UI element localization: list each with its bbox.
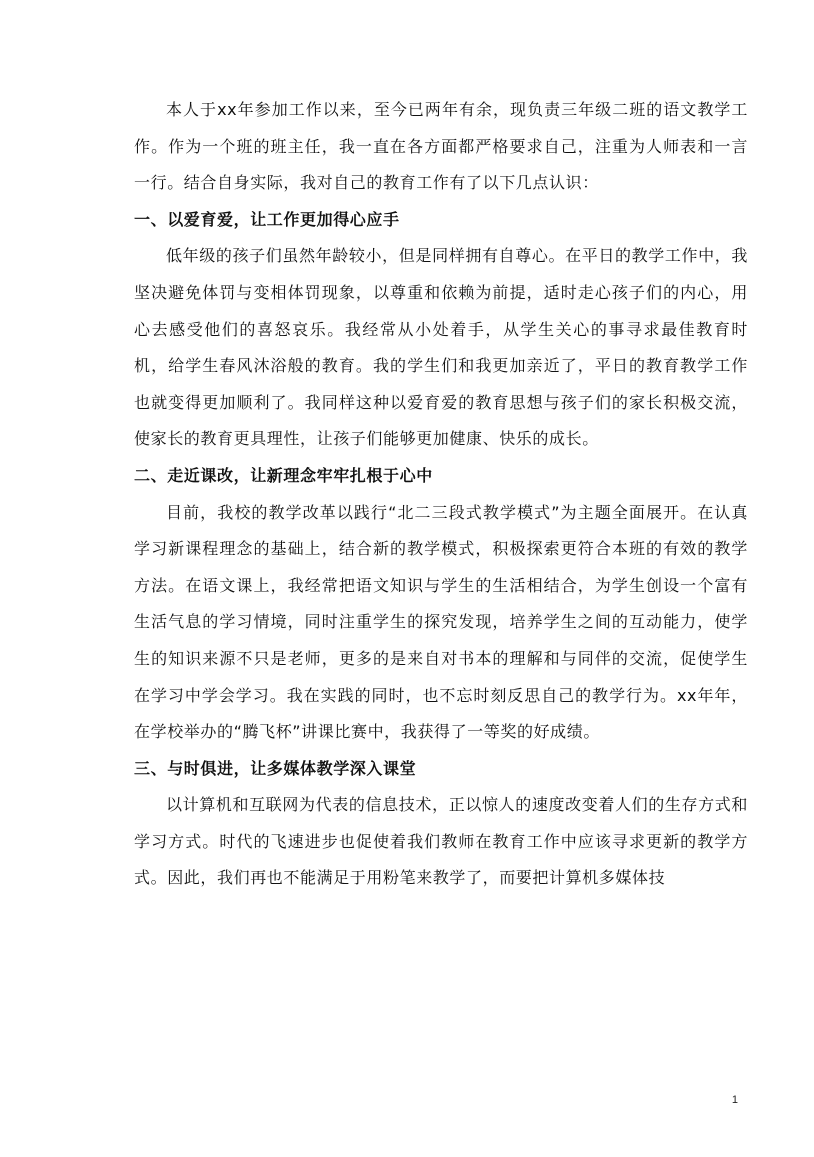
intro-paragraph: 本人于xx年参加工作以来，至今已两年有余，现负责三年级二班的语文教学工作。作为一个班的班主任，我一直在各方面都严格要求自己，注重为人师表和一言一行。结合自身实际，我对自己的教育工作有了以下几点认识：: [134, 100, 748, 193]
section-heading-2: 二、走近课改，让新理念牢牢扎根于心中: [134, 465, 433, 485]
section-heading-3: 三、与时俱进，让多媒体教学深入课堂: [134, 758, 417, 778]
document-body: [134, 92, 748, 897]
section-paragraph-1: 低年级的孩子们虽然年龄较小，但是同样拥有自尊心。在平日的教学工作中，我坚决避免体罚与变相体罚现象，以尊重和依赖为前提，适时走心孩子们的内心，用心去感受他们的喜怒哀乐。我经常从小处着手，从学生关心的事寻求最佳教育时机，给学生春风沐浴般的教育。我的学生们和我更加亲近了，平日的教育教学工作也就变得更加顺利了。我同样这种以爱育爱的教育思想与孩子们的家长积极交流，使家长的教育更具理性，让孩子们能够更加健康、快乐的成长。: [134, 246, 748, 449]
page-number: 1: [731, 1094, 738, 1106]
section-paragraph-2: 目前，我校的教学改革以践行“北二三段式教学模式”为主题全面展开。在认真学习新课程理念的基础上，结合新的教学模式，积极探索更符合本班的有效的教学方法。在语文课上，我经常把语文知识与学生的生活相结合，为学生创设一个富有生活气息的学习情境，同时注重学生的探究发现，培养学生之间的互动能力，使学生的知识来源不只是老师，更多的是来自对书本的理解和与同伴的交流，促使学生在学习中学会学习。我在实践的同时，也不忘时刻反思自己的教学行为。xx年年，在学校举办的“腾飞杯”讲课比赛中，我获得了一等奖的好成绩。: [134, 502, 748, 742]
section-heading-1: 一、以爱育爱，让工作更加得心应手: [134, 209, 400, 229]
section-paragraph-3: 以计算机和互联网为代表的信息技术，正以惊人的速度改变着人们的生存方式和学习方式。时代的飞速进步也促使着我们教师在教育工作中应该寻求更新的教学方式。因此，我们再也不能满足于用粉笔来教学了，而要把计算机多媒体技: [134, 795, 748, 888]
